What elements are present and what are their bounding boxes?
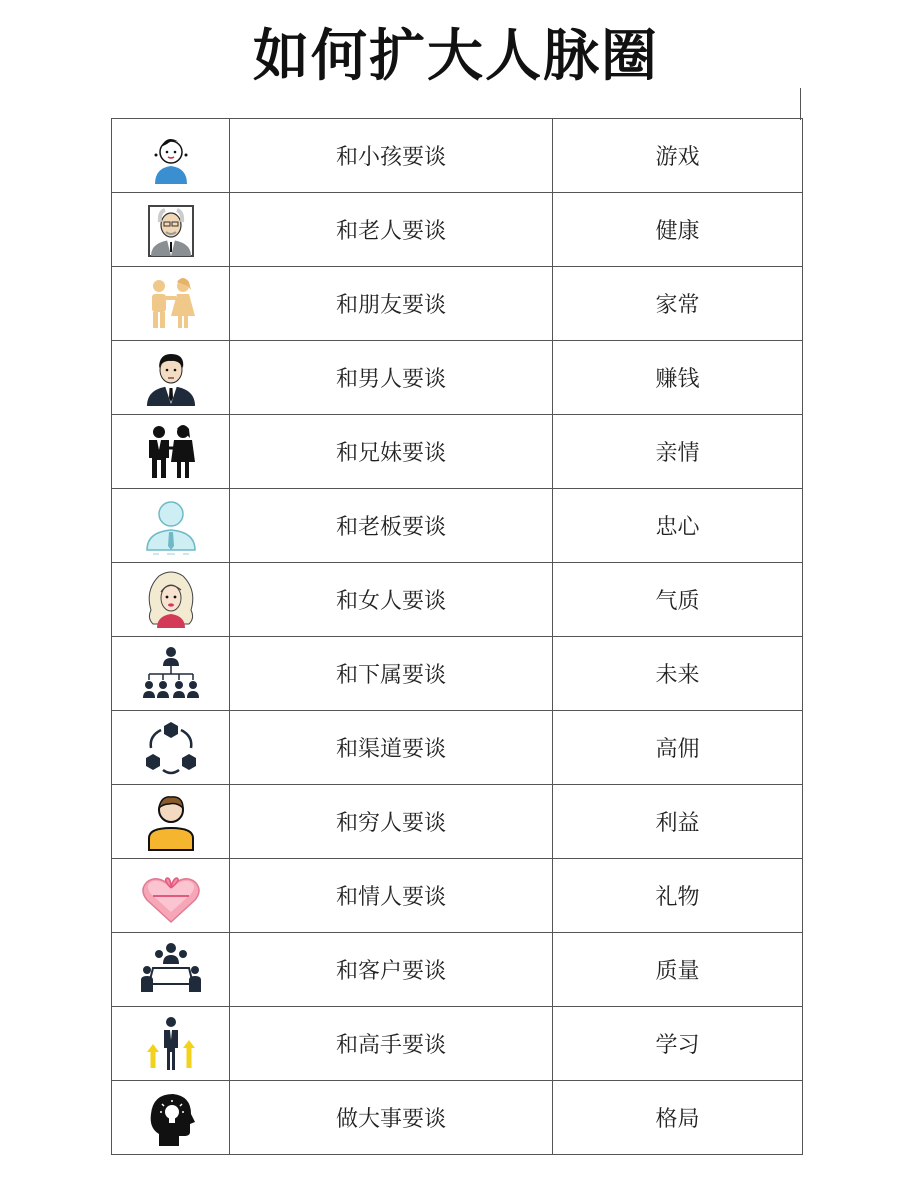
icon-cell — [112, 637, 230, 711]
woman-icon — [139, 570, 203, 630]
audience-cell: 和穷人要谈 — [230, 785, 553, 859]
meeting-table-icon — [139, 940, 203, 1000]
topic-cell: 学习 — [553, 1007, 803, 1081]
businessman-icon — [139, 348, 203, 408]
siblings-icon — [139, 422, 203, 482]
table-row — [112, 711, 803, 785]
topic-cell: 格局 — [553, 1081, 803, 1155]
elderly-man-icon — [139, 200, 203, 260]
heart-gift-box-icon — [139, 866, 203, 926]
page-title: 如何扩大人脉圈 — [253, 24, 659, 89]
table-row — [112, 193, 803, 267]
poor-person-icon — [139, 792, 203, 852]
topic-cell: 家常 — [553, 267, 803, 341]
topic-cell: 气质 — [553, 563, 803, 637]
audience-cell: 和高手要谈 — [230, 1007, 553, 1081]
table-row — [112, 1007, 803, 1081]
icon-cell — [112, 267, 230, 341]
topic-cell: 亲情 — [553, 415, 803, 489]
audience-cell: 和朋友要谈 — [230, 267, 553, 341]
table-row — [112, 637, 803, 711]
hexagon-network-icon — [139, 718, 203, 778]
audience-cell: 和下属要谈 — [230, 637, 553, 711]
topic-cell: 忠心 — [553, 489, 803, 563]
audience-cell: 和客户要谈 — [230, 933, 553, 1007]
icon-cell — [112, 859, 230, 933]
audience-cell: 做大事要谈 — [230, 1081, 553, 1155]
friends-icon — [139, 274, 203, 334]
icon-cell — [112, 193, 230, 267]
icon-cell — [112, 415, 230, 489]
table-row — [112, 859, 803, 933]
icon-cell — [112, 933, 230, 1007]
table-row — [112, 563, 803, 637]
table-row — [112, 415, 803, 489]
table-row — [112, 119, 803, 193]
table-row — [112, 933, 803, 1007]
topic-cell: 未来 — [553, 637, 803, 711]
topic-cell: 赚钱 — [553, 341, 803, 415]
icon-cell — [112, 1007, 230, 1081]
icon-cell — [112, 489, 230, 563]
audience-cell: 和情人要谈 — [230, 859, 553, 933]
audience-cell: 和老人要谈 — [230, 193, 553, 267]
audience-cell: 和男人要谈 — [230, 341, 553, 415]
icon-cell — [112, 341, 230, 415]
topic-cell: 游戏 — [553, 119, 803, 193]
icon-cell — [112, 563, 230, 637]
expert-arrows-icon — [139, 1014, 203, 1074]
topic-cell: 利益 — [553, 785, 803, 859]
audience-cell: 和兄妹要谈 — [230, 415, 553, 489]
topic-cell: 质量 — [553, 933, 803, 1007]
conversation-topic-table — [111, 118, 803, 1155]
audience-cell: 和渠道要谈 — [230, 711, 553, 785]
topic-cell: 礼物 — [553, 859, 803, 933]
table-row — [112, 267, 803, 341]
table-row — [112, 785, 803, 859]
table-row — [112, 489, 803, 563]
table-row — [112, 1081, 803, 1155]
topic-cell: 健康 — [553, 193, 803, 267]
icon-cell — [112, 711, 230, 785]
divider-line — [800, 88, 801, 120]
head-lightbulb-icon — [139, 1088, 203, 1148]
icon-cell — [112, 785, 230, 859]
icon-cell — [112, 119, 230, 193]
org-chart-icon — [139, 644, 203, 704]
child-icon — [139, 126, 203, 186]
audience-cell: 和女人要谈 — [230, 563, 553, 637]
table-row — [112, 341, 803, 415]
boss-icon — [139, 496, 203, 556]
audience-cell: 和老板要谈 — [230, 489, 553, 563]
topic-cell: 高佣 — [553, 711, 803, 785]
audience-cell: 和小孩要谈 — [230, 119, 553, 193]
icon-cell — [112, 1081, 230, 1155]
